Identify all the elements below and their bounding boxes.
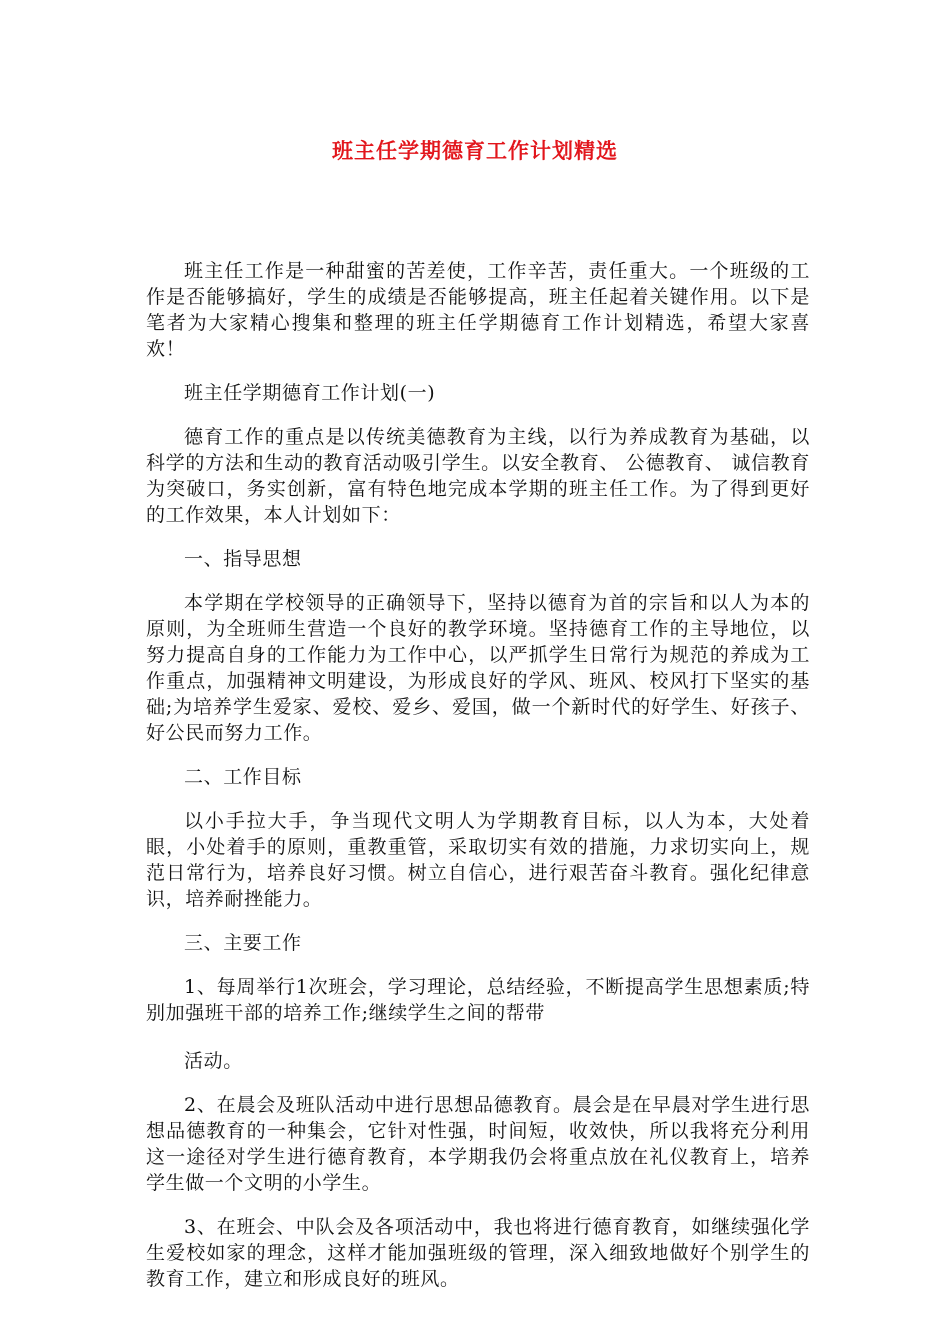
plan-heading: 班主任学期德育工作计划(一) [184,382,436,404]
intro-paragraph: 班主任工作是一种甜蜜的苦差使，工作辛苦，责任重大。一个班级的工作是否能够搞好，学生的成绩是否能够提高，班主任起着关键作用。以下是笔者为大家精心搜集和整理的班主任学期德育工作计划精选，希望大家喜欢！ [146,260,810,360]
work-goals-paragraph: 以小手拉大手，争当现代文明人为学期教育目标，以人为本，大处着眼，小处着手的原则，重教重管，采取切实有效的措施，力求切实向上，规范日常行为，培养良好习惯。树立自信心，进行艰苦奋斗教育。强化纪律意识，培养耐挫能力。 [146,810,810,910]
document-title: 班主任学期德育工作计划精选 [332,139,618,163]
main-work-item-3: 3、在班会、中队会及各项活动中，我也将进行德育教育，如继续强化学生爱校如家的理念，这样才能加强班级的管理，深入细致地做好个别学生的教育工作，建立和形成良好的班风。 [146,1216,810,1290]
overview-paragraph: 德育工作的重点是以传统美德教育为主线，以行为养成教育为基础，以科学的方法和生动的教育活动吸引学生。以安全教育、 公德教育、 诚信教育为突破口，务实创新，富有特色地完成本学期的班主任工作。为了得到更好的工作效果，本人计划如下： [146,426,810,526]
main-work-item-2: 2、在晨会及班队活动中进行思想品德教育。晨会是在早晨对学生进行思想品德教育的一种集会，它针对性强，时间短，收效快，所以我将充分利用这一途径对学生进行德育教育，本学期我仍会将重点放在礼仪教育上，培养学生做一个文明的小学生。 [146,1094,810,1194]
section-heading-work-goals: 二、工作目标 [184,766,302,788]
section-heading-guiding-thought: 一、指导思想 [184,548,302,570]
main-work-item-1-continued: 活动。 [184,1050,243,1072]
main-work-item-1: 1、每周举行1次班会，学习理论，总结经验，不断提高学生思想素质;特别加强班干部的培养工作;继续学生之间的帮带 [146,976,810,1024]
document-body [146,258,810,1310]
section-heading-main-work: 三、主要工作 [184,932,302,954]
guiding-thought-paragraph: 本学期在学校领导的正确领导下，坚持以德育为首的宗旨和以人为本的原则，为全班师生营造一个良好的教学环境。坚持德育工作的主导地位，以努力提高自身的工作能力为工作中心，以严抓学生日常行为规范的养成为工作重点，加强精神文明建设，为形成良好的学风、班风、校风打下坚实的基础;为培养学生爱家、爱校、爱乡、爱国，做一个新时代的好学生、好孩子、好公民而努力工作。 [146,592,810,744]
